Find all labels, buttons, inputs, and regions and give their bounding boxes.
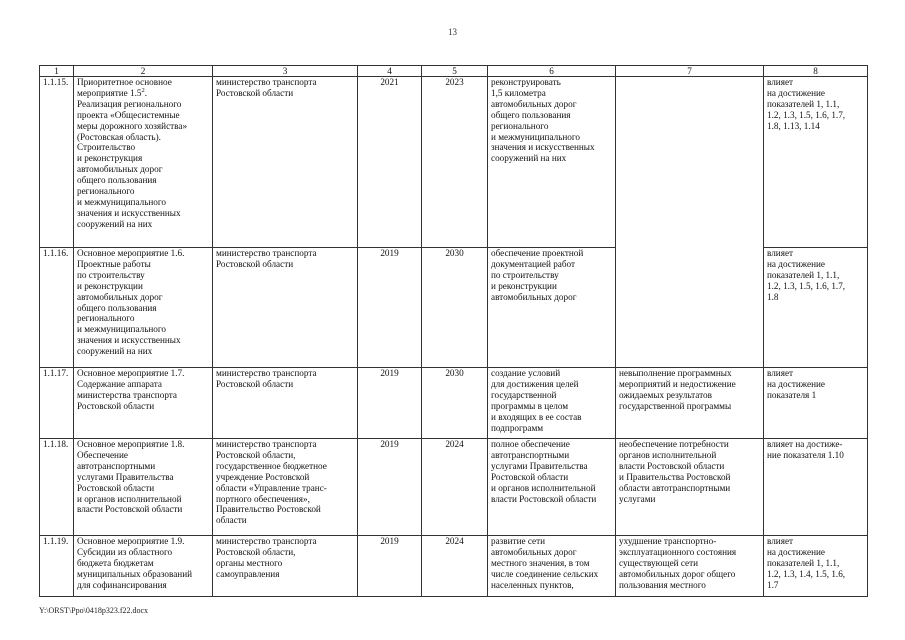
- column-header: 7: [616, 66, 764, 77]
- file-path-footer: Y:\ORST\Ppo\0418p323.f22.docx: [39, 606, 149, 615]
- activities-table: [39, 65, 868, 597]
- end-year: 2023: [422, 77, 488, 248]
- activity-name-text: Приоритетное основное мероприятие 1.5: [77, 77, 172, 98]
- end-year: 2024: [422, 536, 488, 597]
- activity-name: Основное мероприятие 1.9. Субсидии из областного бюджета бюджетам муниципальных образований для софинансирования: [74, 536, 213, 597]
- non-implementation-consequence: невыполнение программных мероприятий и недостижение ожидаемых результатов государственной программы: [616, 368, 764, 439]
- end-year: 2030: [422, 368, 488, 439]
- row-number: 1.1.17.: [40, 368, 74, 439]
- start-year: 2019: [358, 536, 422, 597]
- indicator-impact: влияет на достижение показателей 1, 1.1, 1.2, 1.3, 1.5, 1.6, 1.7, 1.8, 1.13, 1.14: [764, 77, 868, 248]
- column-header: 1: [40, 66, 74, 77]
- non-implementation-consequence: [616, 77, 764, 368]
- end-year: 2030: [422, 248, 488, 368]
- activity-name: Основное мероприятие 1.8. Обеспечение автотранспортными услугами Правительства Ростовской области и органов исполнительной власти Ростовской области: [74, 439, 213, 536]
- expected-result: реконструировать 1,5 километра автомобильных дорог общего пользования регионального и межмуниципального значения и искусственных сооружений на них: [488, 77, 616, 248]
- footnote-mark: 2: [141, 86, 145, 94]
- table-row: [40, 439, 868, 536]
- column-header: 5: [422, 66, 488, 77]
- activity-name: Основное мероприятие 1.6. Проектные работы по строительству и реконструкции автомобильных дорог общего пользования регионального и межмуниципального значения и искусственных сооружений на них: [74, 248, 213, 368]
- indicator-impact: влияет на достижение показателя 1: [764, 368, 868, 439]
- executor: министерство транспорта Ростовской области: [213, 368, 358, 439]
- row-number: 1.1.15.: [40, 77, 74, 248]
- expected-result: создание условий для достижения целей государственной программы в целом и входящих в ее состав подпрограмм: [488, 368, 616, 439]
- table-header-row: [40, 66, 868, 77]
- end-year: 2024: [422, 439, 488, 536]
- indicator-impact: влияет на достижение показателей 1, 1.1, 1.2, 1.3, 1.4, 1.5, 1.6, 1.7: [764, 536, 868, 597]
- start-year: 2019: [358, 248, 422, 368]
- row-number: 1.1.19.: [40, 536, 74, 597]
- expected-result: развитие сети автомобильных дорог местного значения, в том числе соединение сельских населенных пунктов,: [488, 536, 616, 597]
- expected-result: полное обеспечение автотранспортными услугами Правительства Ростовской области и органов исполнительной власти Ростовской области: [488, 439, 616, 536]
- table-row: [40, 536, 868, 597]
- column-header: 8: [764, 66, 868, 77]
- executor: министерство транспорта Ростовской области, государственное бюджетное учреждение Ростовской области «Управление транс- портного обеспечения», Правительство Ростовской области: [213, 439, 358, 536]
- non-implementation-consequence: необеспечение потребности органов исполнительной власти Ростовской области и Правительства Ростовской области автотранспортными услугами: [616, 439, 764, 536]
- indicator-impact: влияет на достиже- ние показателя 1.10: [764, 439, 868, 536]
- column-header: 3: [213, 66, 358, 77]
- start-year: 2021: [358, 77, 422, 248]
- non-implementation-consequence: ухудшение транспортно- эксплуатационного состояния существующей сети автомобильных дорог общего пользования местного: [616, 536, 764, 597]
- row-number: 1.1.16.: [40, 248, 74, 368]
- column-header: 6: [488, 66, 616, 77]
- column-header: 2: [74, 66, 213, 77]
- column-header: 4: [358, 66, 422, 77]
- activity-name: [74, 77, 213, 248]
- start-year: 2019: [358, 439, 422, 536]
- executor: министерство транспорта Ростовской области: [213, 77, 358, 248]
- activity-name: Основное мероприятие 1.7. Содержание аппарата министерства транспорта Ростовской области: [74, 368, 213, 439]
- table-row: [40, 368, 868, 439]
- start-year: 2019: [358, 368, 422, 439]
- row-number: 1.1.18.: [40, 439, 74, 536]
- page-number: 13: [448, 27, 457, 37]
- executor: министерство транспорта Ростовской области, органы местного самоуправления: [213, 536, 358, 597]
- activity-name-rest: . Реализация регионального проекта «Общесистемные меры дорожного хозяйства» (Ростовская область). Строительство и реконструкция автомобильных дорог общего пользования регионального и межмуниципального значения и искусственных сооружений на них: [77, 87, 188, 229]
- executor: министерство транспорта Ростовской области: [213, 248, 358, 368]
- table-row: [40, 77, 868, 248]
- expected-result: обеспечение проектной документацией работ по строительству и реконструкции автомобильных дорог: [488, 248, 616, 368]
- indicator-impact: влияет на достижение показателей 1, 1.1, 1.2, 1.3, 1.5, 1.6, 1.7, 1.8: [764, 248, 868, 368]
